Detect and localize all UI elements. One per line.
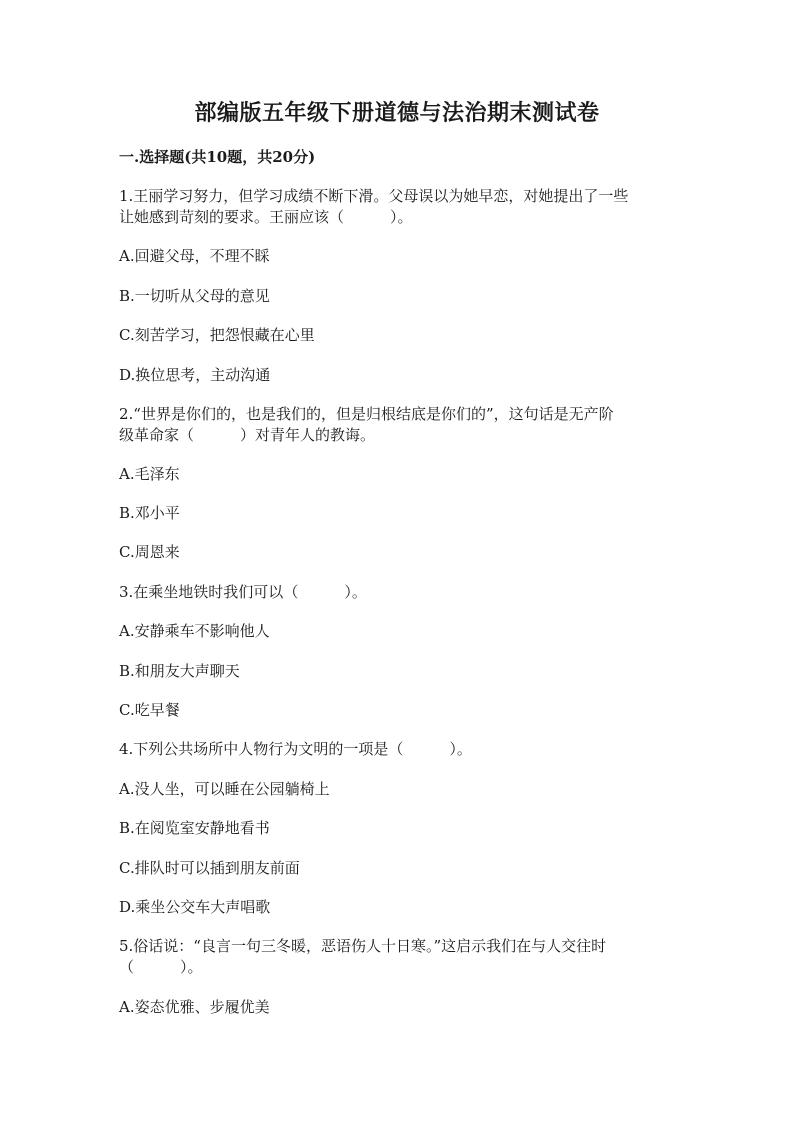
question-5-stem-line-2 [119,957,679,977]
question-2-option-a: A.毛泽东 [119,465,180,483]
question-2-stem-part-a: 级革命家（ [119,426,195,444]
question-4-option-b: B.在阅览室安静地看书 [119,819,270,837]
question-4-stem [119,739,679,759]
question-4-option-c: C.排队时可以插到朋友前面 [119,859,300,877]
question-3-stem [119,582,679,602]
question-2-stem-part-b: ）对青年人的教诲。 [240,426,376,444]
question-4-option-a: A.没人坐，可以睡在公园躺椅上 [119,780,330,798]
question-5-option-a: A.姿态优雅、步履优美 [119,998,270,1016]
question-1-option-c: C.刻苦学习，把怨恨藏在心里 [119,326,315,344]
question-3-option-a: A.安静乘车不影响他人 [119,622,270,640]
question-3-stem-part-a: 3.在乘坐地铁时我们可以（ [119,583,299,601]
question-2-option-c: C.周恩来 [119,543,180,561]
page-title: 部编版五年级下册道德与法治期末测试卷 [194,100,600,126]
question-3-stem-part-b: ）。 [344,583,367,601]
question-2-stem-line-1: 2.“世界是你们的，也是我们的，但是归根结底是你们的”，这句话是无产阶 [119,405,614,423]
question-1-option-a: A.回避父母，不理不睬 [119,247,270,265]
question-2-option-b: B.邓小平 [119,504,180,522]
question-5-stem-part-a: （ [119,958,135,976]
question-1-option-d: D.换位思考，主动沟通 [119,366,271,384]
question-5-stem-part-b: ）。 [180,958,203,976]
question-1-stem-line-2 [119,207,679,227]
question-3-option-c: C.吃早餐 [119,701,180,719]
question-1-stem-part-b: ）。 [390,208,413,226]
question-4-option-d: D.乘坐公交车大声唱歌 [119,898,271,916]
section-heading: 一.选择题(共10题，共20分) [119,148,316,166]
question-4-stem-part-b: ）。 [449,740,472,758]
question-1-stem-part-a: 让她感到苛刻的要求。王丽应该（ [119,208,345,226]
question-1-option-b: B.一切听从父母的意见 [119,287,270,305]
question-1-stem-line-1: 1.王丽学习努力，但学习成绩不断下滑。父母误以为她早恋，对她提出了一些 [119,187,629,205]
question-5-stem-line-1: 5.俗话说：“良言一句三冬暖，恶语伤人十日寒。”这启示我们在与人交往时 [119,937,607,955]
question-4-stem-part-a: 4.下列公共场所中人物行为文明的一项是（ [119,740,404,758]
question-2-stem-line-2 [119,425,679,445]
question-3-option-b: B.和朋友大声聊天 [119,662,240,680]
